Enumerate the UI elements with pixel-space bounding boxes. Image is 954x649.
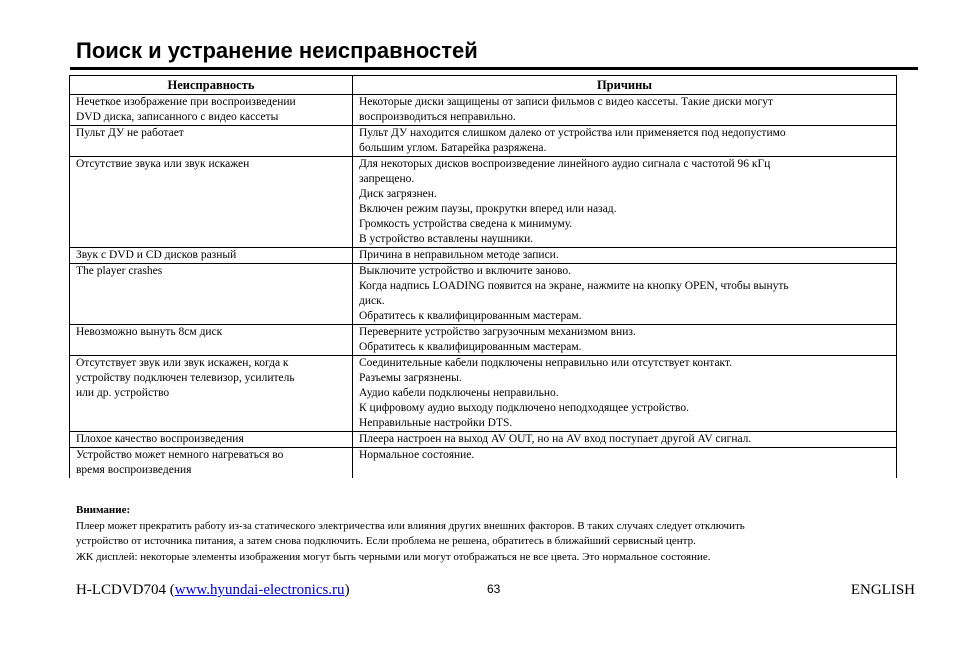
table-row: [70, 325, 897, 356]
table-header-row: [70, 76, 897, 95]
table-body: [70, 95, 897, 479]
table-row: [70, 248, 897, 264]
cause-line: Переверните устройство загрузочным механизмом вниз.: [359, 326, 636, 338]
cause-line: Громкость устройства сведена к минимуму.: [359, 218, 573, 230]
cause-line: Включен режим паузы, прокрутки вперед или назад.: [359, 203, 617, 215]
cause-line: Выключите устройство и включите заново.: [359, 265, 572, 277]
causes-cell: [353, 325, 897, 356]
table-row: [70, 448, 897, 479]
problem-cell: [70, 448, 353, 479]
cause-line: Соединительные кабели подключены неправильно или отсутствует контакт.: [359, 357, 733, 369]
problem-cell: [70, 264, 353, 325]
column-header-problem: Неисправность: [70, 76, 353, 95]
note-line: Плеер может прекратить работу из-за статического электричества или влияния других внешних факторов. В таких случаях следует отключить: [76, 519, 745, 532]
troubleshooting-table: [69, 75, 897, 478]
problem-cell: [70, 432, 353, 448]
problem-cell: [70, 248, 353, 264]
cause-line: Причина в неправильном методе записи.: [359, 249, 559, 261]
causes-cell: [353, 157, 897, 248]
cause-line: Когда надпись LOADING появится на экране, нажмите на кнопку OPEN, чтобы вынуть: [359, 280, 789, 292]
table-row: [70, 126, 897, 157]
column-header-causes: Причины: [353, 76, 897, 95]
cause-line: запрещено.: [359, 173, 415, 185]
cause-line: Обратитесь к квалифицированным мастерам.: [359, 310, 582, 322]
cause-line: большим углом. Батарейка разряжена.: [359, 142, 547, 154]
problem-line: Плохое качество воспроизведения: [76, 433, 244, 445]
cause-line: Обратитесь к квалифицированным мастерам.: [359, 341, 582, 353]
problem-line: Нечеткое изображение при воспроизведении: [76, 96, 296, 108]
causes-cell: [353, 126, 897, 157]
website-link[interactable]: www.hyundai-electronics.ru: [174, 582, 345, 598]
causes-cell: [353, 248, 897, 264]
table-row: [70, 95, 897, 126]
note-block: [76, 503, 906, 565]
causes-cell: [353, 432, 897, 448]
footer-model-text: H-LCDVD704 (: [76, 582, 175, 598]
cause-line: Плеера настроен на выход AV OUT, но на AV вход поступает другой AV сигнал.: [359, 433, 752, 445]
problem-cell: [70, 356, 353, 432]
table-row: [70, 264, 897, 325]
cause-line: В устройство вставлены наушники.: [359, 233, 534, 245]
problem-cell: [70, 157, 353, 248]
problem-line: Отсутствие звука или звук искажен: [76, 158, 250, 170]
footer-model-close: ): [344, 582, 350, 598]
cause-line: Диск загрязнен.: [359, 188, 437, 200]
cause-line: Некоторые диски защищены от записи фильмов с видео кассеты. Такие диски могут: [359, 96, 773, 108]
cause-line: Нормальное состояние.: [359, 449, 475, 461]
causes-cell: [353, 95, 897, 126]
problem-line: Устройство может немного нагреваться во: [76, 449, 284, 461]
problem-line: Отсутствует звук или звук искажен, когда к: [76, 357, 289, 369]
footer-language: ENGLISH: [850, 582, 915, 598]
title-rule: [70, 67, 918, 70]
causes-cell: [353, 448, 897, 479]
table-row: [70, 432, 897, 448]
cause-line: К цифровому аудио выходу подключено неподходящее устройство.: [359, 402, 689, 414]
causes-cell: [353, 264, 897, 325]
causes-cell: [353, 356, 897, 432]
problem-line: устройству подключен телевизор, усилитель: [76, 372, 295, 384]
note-line: устройство от источника питания, а затем снова подключить. Если проблема не решена, обратитесь в ближайший сервисный центр.: [76, 535, 696, 547]
note-line: ЖК дисплей: некоторые элементы изображения могут быть черными или могут отображаться не все цвета. Это нормальное состояние.: [76, 550, 711, 563]
problem-line: время воспроизведения: [76, 464, 192, 476]
table-row: [70, 356, 897, 432]
table-row: [70, 157, 897, 248]
cause-line: Пульт ДУ находится слишком далеко от устройства или применяется под недопустимо: [359, 127, 786, 139]
problem-cell: [70, 95, 353, 126]
problem-cell: [70, 325, 353, 356]
problem-line: или др. устройство: [76, 387, 170, 399]
cause-line: диск.: [359, 295, 385, 307]
note-heading: Внимание:: [76, 504, 131, 516]
problem-line: Звук с DVD и CD дисков разный: [76, 249, 237, 261]
page-number: 63: [487, 582, 501, 596]
problem-line: Невозможно вынуть 8см диск: [76, 326, 223, 338]
problem-line: Пульт ДУ не работает: [76, 127, 184, 139]
cause-line: Разъемы загрязнены.: [359, 372, 462, 384]
problem-line: The player crashes: [76, 265, 163, 277]
page-title: Поиск и устранение неисправностей: [76, 38, 478, 63]
cause-line: воспроизводиться неправильно.: [359, 111, 516, 123]
footer-model: [76, 582, 350, 599]
problem-cell: [70, 126, 353, 157]
cause-line: Аудио кабели подключены неправильно.: [359, 387, 559, 399]
cause-line: Для некоторых дисков воспроизведение линейного аудио сигнала с частотой 96 кГц: [359, 158, 771, 170]
problem-line: DVD диска, записанного с видео кассеты: [76, 111, 279, 123]
cause-line: Неправильные настройки DTS.: [359, 417, 513, 429]
